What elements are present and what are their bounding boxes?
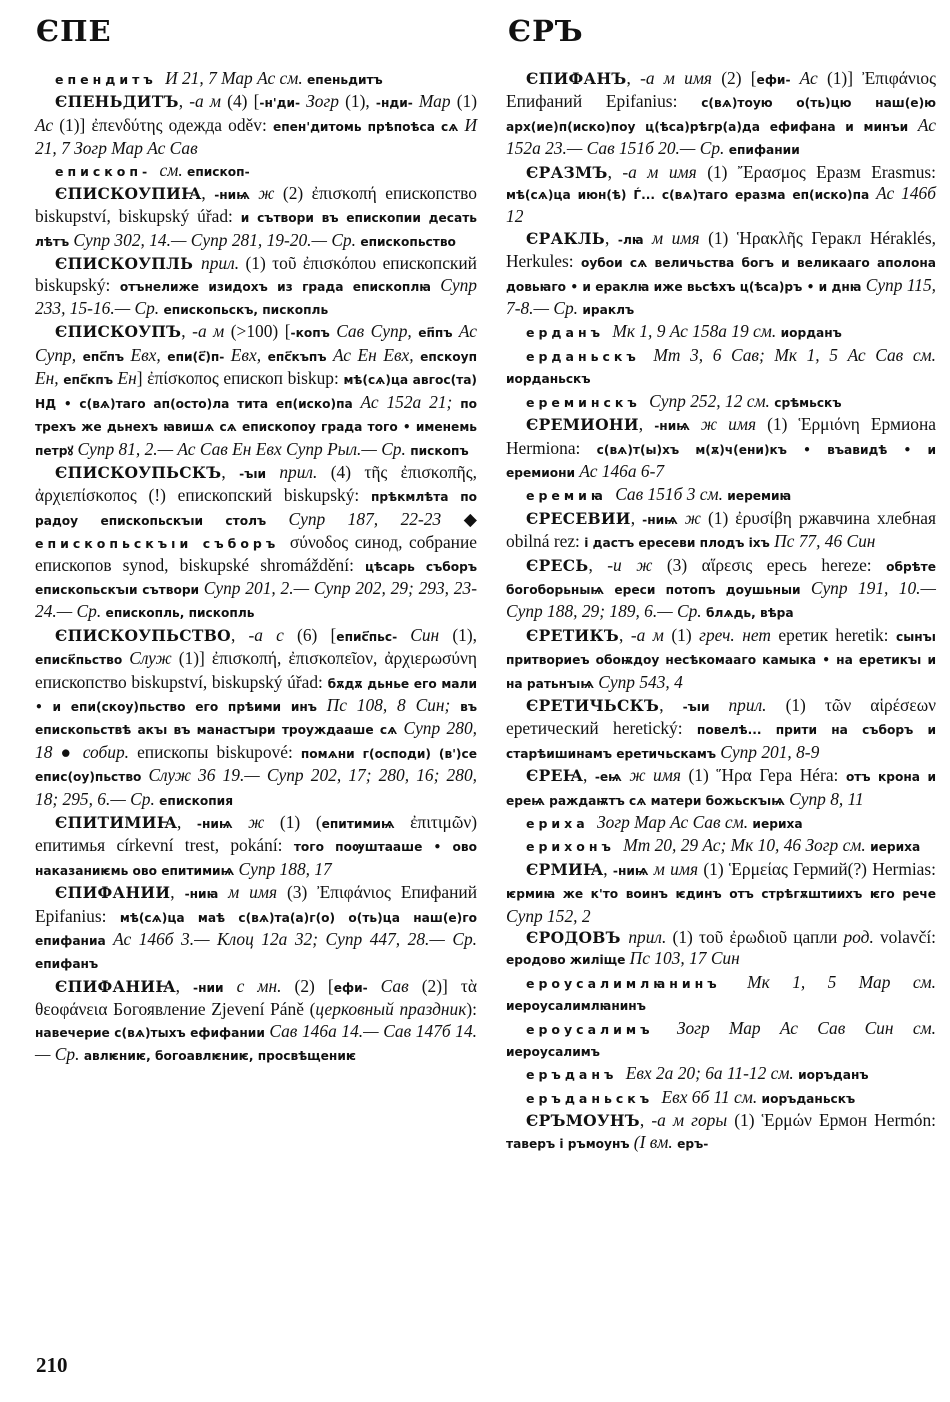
italic-text: Супр 201, 8-9 xyxy=(720,741,820,762)
right-column xyxy=(506,68,936,1155)
spaced-lemma: епископьскъıи съборъ xyxy=(35,536,290,552)
italic-text: ж xyxy=(684,507,708,528)
slavonic-text: с(вѧ)тоую о(ть)цю наш(е)ю арх(ие)п(иско)поу ц(ѣса)рѣгр(а)да ефифана и минъи xyxy=(506,96,936,134)
dictionary-entry xyxy=(35,462,477,625)
slavonic-text: мѣ(сѧ)ца июн(ѣ) Ѓ... с(вѧ)таго еразма еп(иско)па xyxy=(506,188,877,203)
slavonic-text: -копъ xyxy=(290,326,337,341)
text: ◆ xyxy=(463,508,477,529)
text: , xyxy=(588,554,608,575)
slavonic-text: епископль, пископль xyxy=(105,606,255,621)
slavonic-text: навечерие с(вѧ)тыхъ ефифании xyxy=(35,1025,270,1040)
italic-text: м имя xyxy=(653,858,704,879)
slavonic-text: иорданъ xyxy=(780,326,842,341)
text: (3) Ἐπιφάνιος Епифаний Epifanius: xyxy=(35,882,478,926)
italic-text: прил. xyxy=(728,694,786,715)
italic-text: см. xyxy=(159,159,188,180)
slavonic-text: -н'ди- xyxy=(259,96,307,111)
headword: ЄПИСКОУПИꙖ xyxy=(55,184,202,204)
dictionary-entry xyxy=(35,882,477,976)
slavonic-text: епис҃пьс- xyxy=(336,629,411,644)
text: еретик heretik: xyxy=(778,624,896,645)
text: (1), xyxy=(345,91,376,112)
text: (2)] τὰ θεοφάνεια Богоявление Zjevení Páně ( xyxy=(35,975,477,1020)
dictionary-entry xyxy=(35,625,477,812)
text: , xyxy=(175,975,194,996)
italic-text: Служ xyxy=(129,648,179,669)
slavonic-text: еп҃пъ xyxy=(418,326,459,341)
text: , xyxy=(638,414,655,435)
text: (1) Ἡρακλῆς Геракл Héraklés, Herkules: xyxy=(506,227,936,272)
spaced-lemma: еръданъ xyxy=(526,1067,626,1083)
text: volavčí: xyxy=(879,927,936,948)
spaced-lemma: ерданьскъ xyxy=(526,348,654,364)
italic-text: греч. нет xyxy=(699,624,779,645)
slavonic-text: ираклъ xyxy=(582,303,635,318)
dictionary-entry xyxy=(506,484,936,507)
headword: ЄРЕТИЧЬСКЪ xyxy=(526,695,660,715)
slavonic-text: -ниѩ xyxy=(642,512,685,527)
text: (6) [ xyxy=(297,624,337,645)
text: , xyxy=(619,624,631,645)
italic-text: Ас Ен Евх, xyxy=(332,344,421,365)
headword: ЄРЕМИОНИ xyxy=(526,415,639,435)
text: (1) ἐρυσίβη ржавчина хлебная obilná rez: xyxy=(506,507,936,552)
slavonic-text: -ниѩ xyxy=(196,817,249,831)
italic-text: Евх, xyxy=(130,344,168,365)
slavonic-text: бѫдѫ дьнье его мали • и епи(скоу)пьство его прѣими инъ xyxy=(35,676,477,714)
text: , xyxy=(630,507,643,528)
slavonic-text: мѣ(сѧ)ца авгос(та) НД • с(вѧ)таго ап(осто)ла тита еп(иско)па xyxy=(35,373,477,411)
slavonic-text: таверъ і ръмоунъ xyxy=(506,1136,634,1151)
dictionary-entry xyxy=(506,1087,936,1110)
italic-text: Ен, xyxy=(35,368,64,389)
text: (1) Ἥρα Гера Héra: xyxy=(688,765,846,786)
slavonic-text: епископьство xyxy=(360,234,456,249)
dictionary-entry xyxy=(506,68,936,162)
slavonic-text: сынъı притвориеъ обоѭдоу несѣкомааго камыка • на еретикъı и на ратьнъıѩ xyxy=(506,629,936,691)
spaced-lemma: еръданьскъ xyxy=(526,1090,662,1106)
slavonic-text: еръ- xyxy=(677,1136,709,1151)
dictionary-entry xyxy=(506,695,936,765)
italic-text: собир. xyxy=(82,741,138,762)
slavonic-text: иоръданъ xyxy=(798,1068,869,1083)
slavonic-text: иерихa xyxy=(870,840,921,855)
italic-text: Супр 280, 18 xyxy=(35,718,477,762)
italic-text: Супр 233, 15-16.— Ср. xyxy=(35,274,478,319)
slavonic-text: пископъ xyxy=(410,443,469,458)
slavonic-text: помѧни г(осподи) (в')се епис(оу)пьство xyxy=(35,746,477,785)
italic-text: ж имя xyxy=(700,414,768,435)
italic-text: -а м имя xyxy=(622,161,708,182)
slavonic-text: епископьскъ, пископль xyxy=(163,303,329,318)
slavonic-text: иероусалимъ xyxy=(506,1045,600,1060)
text: , xyxy=(221,461,240,482)
text: (4) τῆς ἐπισκοπῆς, ἀρχιεπίσκοπος (!) епископский biskupský: xyxy=(35,461,477,506)
slavonic-text: срѣмьскъ xyxy=(774,395,842,410)
slavonic-text: прѣкмлѣта по радоу епископьскъıи столъ xyxy=(35,490,477,528)
slavonic-text: и сътвори въ епископии десать лѣтъ xyxy=(35,211,477,249)
spaced-lemma: ерихонъ xyxy=(526,839,624,855)
headword: ЄРЪМОУНЪ xyxy=(526,1111,640,1131)
dictionary-entry xyxy=(506,414,936,484)
slavonic-text: епи(с҃)п- xyxy=(167,349,231,364)
italic-text: Супр 115, 7-8.— Ср. xyxy=(506,274,936,319)
slavonic-text: -ъıи xyxy=(239,466,280,481)
slavonic-text: с(вѧ)т(ы)хъ м(ѫ)ч(ени)къ • въавидѣ • и еремиони xyxy=(506,442,937,480)
italic-text: Мар xyxy=(418,91,457,112)
dictionary-entry xyxy=(35,183,477,253)
slavonic-text: епитимиѩ xyxy=(321,817,411,831)
slavonic-text: епископ- xyxy=(187,164,250,179)
text: , xyxy=(659,694,683,715)
dictionary-entry xyxy=(35,91,477,159)
italic-text: -а м xyxy=(189,91,228,112)
slavonic-text: -ъıи xyxy=(682,699,729,714)
italic-text: ж xyxy=(248,812,280,832)
text: , xyxy=(230,624,249,645)
text: (1)] ἐπισκοπή, ἐπισκοπεῖον, ἀρχιερωσύνη епископство biskupství, biskupský úřad: xyxy=(35,648,477,692)
headword: ЄПИСКОУПЪ xyxy=(55,322,182,342)
italic-text: Мт 3, 6 Сав; Мк 1, 5 Ас Сав см. xyxy=(653,344,937,365)
text: , xyxy=(178,91,190,112)
slavonic-text: -лꙗ xyxy=(617,232,653,247)
slavonic-text: обрѣте богоборьныѩ ереси потопъ доушьныи xyxy=(506,559,936,597)
slavonic-text: еписк҃пьство xyxy=(35,653,130,668)
text: (1) τῶν αἱρέσεων еретический heretický: xyxy=(506,694,936,739)
dictionary-entry xyxy=(506,972,936,1018)
italic-text: прил. xyxy=(279,461,331,482)
italic-text: Супр 201, 2.— Супр 202, 29; 293, 23-24.— Ср. xyxy=(35,577,477,622)
italic-text: ж xyxy=(258,183,283,204)
slavonic-text: того поѹштааше • ово наказаниѥмь ово епитимиѩ xyxy=(35,840,477,878)
headword: ЄПИСКОУПЬСТВО xyxy=(55,625,231,645)
italic-text: Супр 543, 4 xyxy=(598,671,683,692)
italic-text: Мт 20, 29 Ас; Мк 10, 46 Зогр см. xyxy=(623,835,871,856)
slavonic-text: повелѣ... прити на съборъ и старѣишинамъ еретичьскамъ xyxy=(506,723,936,761)
italic-text: Зогр Мар Ас Сав Син см. xyxy=(676,1017,936,1038)
italic-text: Супр 188, 17 xyxy=(238,858,332,879)
slavonic-text: епифании xyxy=(728,143,800,158)
headword: ЄПИФАНИꙖ xyxy=(55,976,176,996)
text: ] ἐπίσκοπος епископ biskup: xyxy=(136,368,344,389)
headword: ЄРЕСЕВИИ xyxy=(526,508,631,528)
dictionary-entry xyxy=(35,253,477,321)
italic-text: Евх, xyxy=(230,344,268,365)
dictionary-entry xyxy=(506,765,936,812)
slavonic-text: -ниѩ xyxy=(612,863,654,878)
text: (1) Ἑρμείας Гермий(?) Hermias: xyxy=(703,858,937,879)
text: (1) ( xyxy=(279,812,322,832)
dictionary-entry xyxy=(35,160,477,183)
slavonic-text: -ниꙗ xyxy=(184,887,229,902)
italic-text: Ас 152а 21; xyxy=(360,391,461,412)
running-head-right: ЄРЪ xyxy=(508,14,584,48)
italic-text: Супр 187, 22-23 xyxy=(288,508,464,529)
dictionary-entry xyxy=(506,555,936,625)
italic-text: Ас xyxy=(35,114,60,135)
text: (1)] ἐπενδύτης одежда oděv: xyxy=(59,114,273,135)
text: , xyxy=(605,227,618,248)
slavonic-text: ѥрмиꙗ же к'то воинъ ѥдинъ отъ стрѣгѫштиихъ ѥго рече xyxy=(506,887,936,902)
text: (2) [ xyxy=(721,68,757,88)
slavonic-text: иеремиꙗ xyxy=(727,489,792,504)
headword: ЄПИСКОУПЛЬ xyxy=(55,254,202,274)
italic-text: Мк 1, 5 Мар см. xyxy=(747,971,936,992)
slavonic-text: оубои сѧ величьства богъ и великааго аполона довьꙗго • и ераклꙗ иже вьсѣхъ ц(ѣса)ръ • и днꙗ xyxy=(506,256,936,294)
italic-text: Ас xyxy=(799,68,827,88)
italic-text: Супр 81, 2.— Ас Сав Ен Евх Супр Рыл.— Ср. xyxy=(77,438,411,459)
dictionary-entry xyxy=(506,391,936,414)
headword: ЄПИФАНЪ xyxy=(526,69,627,88)
slavonic-text: -ниѩ xyxy=(654,419,701,434)
slavonic-text: ефи- xyxy=(333,980,381,995)
italic-text: с мн. xyxy=(236,975,295,996)
headword: ЄРМИꙖ xyxy=(526,859,604,879)
slavonic-text: иоръданьскъ xyxy=(761,1091,856,1106)
text: σύνοδος синод, собрание епископов synod, biskupské shromáždění: xyxy=(35,532,478,575)
text: (1)] Ἐπιφάνιος Епифаний Epifanius: xyxy=(506,68,936,112)
slavonic-text: иероусалимлꙗнинъ xyxy=(506,999,646,1014)
dictionary-entry xyxy=(506,508,936,555)
dictionary-entry xyxy=(506,1063,936,1086)
slavonic-text: въ епископьствѣ акъı въ манастꙑри троуждааше сѧ xyxy=(35,699,478,738)
italic-text: Пс 77, 46 Син xyxy=(774,531,876,552)
italic-text: -а м xyxy=(630,624,672,645)
slavonic-text: еродово жиліще xyxy=(506,953,630,968)
italic-text: Сав xyxy=(380,975,422,996)
italic-text: Евх 6б 11 см. xyxy=(661,1086,762,1107)
slavonic-text: ефи- xyxy=(756,73,800,87)
italic-text: прил. xyxy=(201,253,246,274)
slavonic-text: епифанъ xyxy=(35,957,99,972)
dictionary-entry xyxy=(506,812,936,835)
text: , xyxy=(603,858,613,879)
text: (1) Ἔρασμος Еразм Erasmus: xyxy=(707,161,936,182)
text: (1), xyxy=(452,624,477,645)
italic-text: Зогр Мар Ас Сав см. xyxy=(597,812,753,832)
page-number: 210 xyxy=(36,1353,68,1377)
italic-text: -и ж xyxy=(607,554,667,575)
italic-text: Сав Супр, xyxy=(336,321,419,342)
text: (>100) [ xyxy=(230,321,291,342)
dictionary-entry xyxy=(506,1110,936,1155)
headword: ЄРОДОВЪ xyxy=(526,928,629,948)
italic-text: Мк 1, 9 Ас 158а 19 см. xyxy=(612,321,781,342)
italic-text: Пс 108, 8 Син; xyxy=(326,694,461,715)
italic-text: Ас 146б 12 xyxy=(506,183,936,227)
slavonic-text: епс҃кпъ xyxy=(63,373,118,388)
headword: ЄРАКЛЬ xyxy=(526,228,606,248)
text: , xyxy=(639,1110,652,1131)
slavonic-text: епс҃къпъ xyxy=(267,349,333,364)
italic-text: -а с xyxy=(248,624,298,645)
slavonic-text: епен'дитомь прѣпоѣса сѧ xyxy=(272,119,465,134)
slavonic-text: по трехъ же дьнехъ ꙗвишѧ сѧ епископоу града того • именемь петрꙋ xyxy=(35,396,477,458)
italic-text: (І вм. xyxy=(633,1131,678,1152)
running-head-left: ЄПЕ xyxy=(36,14,112,48)
italic-text: Супр 252, 12 см. xyxy=(649,390,775,411)
spaced-lemma: епископ- xyxy=(55,163,160,179)
slavonic-text: отъ крона и ереѩ раждаѭтъ сѧ матери божьскъıѩ xyxy=(506,770,936,808)
italic-text: Ас Супр, xyxy=(35,321,478,365)
slavonic-text: -нии xyxy=(193,980,237,995)
italic-text: м имя xyxy=(228,882,287,903)
text: (1) Ἑρμών Ермон Hermón: xyxy=(734,1110,936,1131)
slavonic-text: блѧдь, вѣра xyxy=(706,606,794,621)
text: , xyxy=(607,161,623,182)
text: , xyxy=(582,765,595,786)
italic-text: род. xyxy=(843,927,880,948)
slavonic-text: і дастъ ересеви плодъ іхъ xyxy=(584,536,775,551)
text: ): xyxy=(466,999,477,1020)
italic-text: Евх 2а 20; 6а 11-12 см. xyxy=(625,1063,799,1084)
slavonic-text: -нди- xyxy=(375,96,419,111)
headword: ЄРЕꙖ xyxy=(526,766,583,786)
text: , xyxy=(201,183,215,204)
text: , xyxy=(626,68,641,88)
headword: ЄРЕТИКЪ xyxy=(526,625,620,645)
italic-text: прил. xyxy=(628,927,673,948)
text: (4) [ xyxy=(227,91,260,112)
italic-text: И 21, 7 Мар Ас см. xyxy=(165,68,308,88)
italic-text: ж имя xyxy=(629,765,689,786)
italic-text: Ас 146а 6-7 xyxy=(579,460,665,481)
dictionary-entry xyxy=(506,345,936,391)
slavonic-text: авлѥниѥ, богоавлѥниѥ, просвѣщениѥ xyxy=(83,1049,357,1064)
dictionary-entry xyxy=(35,976,477,1068)
italic-text: -а м xyxy=(192,321,231,342)
italic-text: И 21, 7 Зогр Мар Ас Сав xyxy=(35,114,477,159)
italic-text: Супр 152, 2 xyxy=(506,905,591,926)
dictionary-entry xyxy=(506,1018,936,1064)
italic-text: церковный праздник xyxy=(315,999,467,1020)
slavonic-text: епскоуп xyxy=(420,349,478,364)
slavonic-text: -еѩ xyxy=(594,770,630,785)
spaced-lemma: еремиꙗ xyxy=(526,488,616,504)
spaced-lemma: ерданъ xyxy=(526,325,613,341)
left-column xyxy=(35,68,477,1067)
italic-text: Пс 103, 17 Син xyxy=(629,948,740,969)
headword: ЄРАЗМЪ xyxy=(526,162,608,182)
dictionary-entry xyxy=(506,625,936,695)
spaced-lemma: епендитъ xyxy=(55,72,166,87)
dictionary-entry xyxy=(506,927,936,972)
italic-text: м имя xyxy=(652,227,709,248)
dictionary-entry xyxy=(35,321,477,461)
text: , xyxy=(170,882,185,903)
text: (1) τοῦ ἐρωδιοῦ цапли xyxy=(672,927,844,948)
dictionary-entry xyxy=(35,812,477,882)
text: , xyxy=(176,812,197,832)
italic-text: Ас 152а 23.— Сав 151б 20.— Ср. xyxy=(506,114,936,159)
dictionary-entry xyxy=(506,228,936,322)
headword: ЄПЕНЬДИТЪ xyxy=(55,92,179,112)
text: (1) Ἑρμιόνη Ермиона Hermiona: xyxy=(506,414,936,458)
italic-text: -а м горы xyxy=(651,1110,735,1131)
italic-text: Служ 36 19.— Супр 202, 17; 280, 16; 280, 18; 295, 6.— Ср. xyxy=(35,765,477,809)
headword: ЄПИСКОУПЬСКЪ xyxy=(55,462,222,482)
italic-text: Ен xyxy=(117,368,137,389)
dictionary-entry xyxy=(506,321,936,344)
slavonic-text: иорданьскъ xyxy=(506,372,591,387)
slavonic-text: цѣсарь съборъ епископьскъıи сътвори xyxy=(35,559,478,597)
italic-text: Сав 146а 14.— Сав 147б 14.— Ср. xyxy=(35,1020,477,1065)
italic-text: Сав 151б 3 см. xyxy=(615,484,728,505)
italic-text: Ас 146б 3.— Клоц 12а 32; Супр 447, 28.— Ср. xyxy=(113,929,477,950)
text: (1) τοῦ ἐπισκόπου епископский biskupský: xyxy=(35,253,477,295)
italic-text: Зогр xyxy=(306,91,346,112)
slavonic-text: епископия xyxy=(159,793,234,808)
text: (1) xyxy=(456,91,478,112)
spaced-lemma: ероусалимъ xyxy=(526,1021,677,1037)
italic-text: Супр 302, 14.— Супр 281, 19-20.— Ср. xyxy=(73,229,361,250)
dictionary-entry xyxy=(506,162,936,228)
slavonic-text: отънелиже изидохъ из града епископлꙗ xyxy=(119,279,441,294)
slavonic-text: иерихa xyxy=(752,817,803,831)
dictionary-entry xyxy=(506,835,936,858)
dictionary-entry xyxy=(506,859,936,927)
text: (1) xyxy=(671,624,700,645)
text: ἐπιτιμῶν) епитимья církevní trest, pokání: xyxy=(35,812,477,856)
slavonic-text: мѣ(сѧ)ца маѣ с(вѧ)та(а)г(о) о(ть)ца наш(е)го епифаниа xyxy=(35,910,477,949)
spaced-lemma: ерихa xyxy=(526,816,598,831)
text: (2) [ xyxy=(294,975,334,996)
spaced-lemma: ереминскъ xyxy=(526,394,650,410)
headword: ЄПИФАНИИ xyxy=(55,883,171,903)
headword: ЄПИТИМИꙖ xyxy=(55,813,177,832)
text: (3) αἵρεσις ересь hereze: xyxy=(666,554,887,575)
text: , xyxy=(181,321,193,342)
italic-text: Син xyxy=(410,624,453,645)
text: (2) ἐπισκοπή епископство biskupství, biskupský úřad: xyxy=(35,183,477,227)
headword: ЄРЕСЬ xyxy=(526,555,589,575)
slavonic-text: -ниѩ xyxy=(214,188,259,203)
italic-text: Супр 191, 10.— Супр 188, 29; 189, 6.— Ср. xyxy=(506,577,936,622)
slavonic-text: епеньдитъ xyxy=(307,73,383,87)
dictionary-entry xyxy=(35,68,477,91)
italic-text: Супр 8, 11 xyxy=(789,788,864,809)
italic-text: -а м имя xyxy=(640,68,722,88)
text: епископы biskupové: xyxy=(137,741,301,762)
spaced-lemma: ероусалимлꙗнинъ xyxy=(526,975,748,991)
text: ● xyxy=(60,741,83,762)
slavonic-text: епс҃пъ xyxy=(82,349,131,364)
